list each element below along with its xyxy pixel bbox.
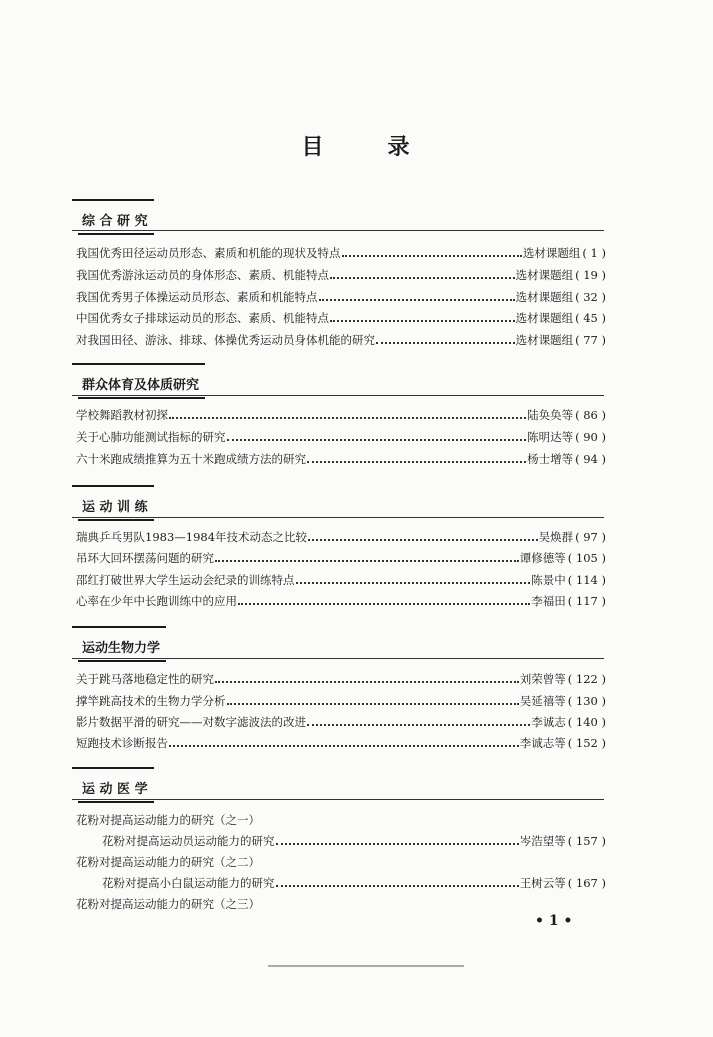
series-heading: 花粉对提高运动能力的研究（之三） [76, 897, 260, 911]
entry-title: 关于跳马落地稳定性的研究 [76, 672, 214, 686]
leader-dots [330, 320, 515, 322]
entry-title: 六十米跑成绩推算为五十米跑成绩方法的研究 [76, 452, 306, 466]
toc-entry [76, 406, 606, 424]
entry-author: 王树云等 [519, 876, 566, 890]
leader-dots [215, 560, 519, 562]
entry-page: ( 1 ) [582, 246, 606, 260]
section-heading-biomechanics: 运动生物力学 [78, 635, 166, 662]
entry-title: 关于心肺功能测试指标的研究 [76, 430, 226, 444]
entry-page: ( 86 ) [575, 408, 606, 422]
entry-title: 短跑技术诊断报告 [76, 736, 168, 750]
entry-author: 岑浩望等 [519, 834, 566, 848]
leader-dots [376, 342, 515, 344]
entry-title: 我国优秀田径运动员形态、素质和机能的现状及特点 [76, 246, 341, 260]
leader-dots [227, 439, 527, 441]
toc-entry [76, 734, 606, 752]
entry-page: ( 32 ) [575, 290, 606, 304]
entry-author: 选材课题组 [515, 268, 574, 282]
toc-entry [76, 670, 606, 688]
entry-author: 陈明达等 [527, 430, 574, 444]
entry-author: 李福田 [531, 594, 566, 608]
toc-entry [76, 244, 606, 262]
entry-page: ( 77 ) [575, 333, 606, 347]
leader-dots [227, 703, 519, 705]
series-heading: 花粉对提高运动能力的研究（之二） [76, 855, 260, 869]
section-heading-mass-sports: 群众体育及体质研究 [78, 372, 205, 399]
leader-dots [169, 417, 526, 419]
entry-title: 邵红打破世界大学生运动会纪录的训练特点 [76, 573, 295, 587]
entry-author: 选材课题组 [515, 333, 574, 347]
entry-title: 瑞典乒乓男队1983—1984年技术动态之比较 [76, 530, 308, 544]
entry-page: ( 94 ) [575, 452, 606, 466]
section-divider [72, 395, 604, 396]
entry-author: 李诚志等 [519, 736, 566, 750]
toc-entry [76, 288, 606, 306]
leader-dots [319, 299, 515, 301]
section-heading-training: 运 动 训 练 [78, 494, 154, 521]
entry-page: ( 45 ) [575, 311, 606, 325]
entry-title: 学校舞蹈教材初探 [76, 408, 168, 422]
leader-dots [276, 843, 519, 845]
entry-title: 撑竿跳高技术的生物力学分析 [76, 694, 226, 708]
entry-title: 影片数据平滑的研究——对数字滤波法的改进 [76, 715, 306, 729]
title-char-1: 目 [301, 134, 326, 160]
entry-page: ( 19 ) [575, 268, 606, 282]
entry-title: 我国优秀男子体操运动员形态、素质和机能特点 [76, 290, 318, 304]
entry-author: 选材课题组 [522, 246, 581, 260]
entry-author: 吴延禧等 [519, 694, 566, 708]
entry-title: 我国优秀游泳运动员的身体形态、素质、机能特点 [76, 268, 329, 282]
toc-entry [76, 331, 606, 349]
entry-page: ( 167 ) [567, 876, 606, 890]
title-char-2: 录 [387, 134, 412, 160]
toc-entry [102, 874, 606, 892]
leader-dots [307, 461, 526, 463]
entry-page: ( 152 ) [567, 736, 606, 750]
entry-author: 选材课题组 [515, 311, 574, 325]
entry-author: 刘荣曾等 [519, 672, 566, 686]
toc-entry [76, 266, 606, 284]
toc-entry [76, 549, 606, 567]
entry-author: 陈景中 [531, 573, 566, 587]
entry-title: 花粉对提高运动员运动能力的研究 [102, 834, 275, 848]
entry-title: 心率在少年中长跑训练中的应用 [76, 594, 237, 608]
entry-author: 陆奂奂等 [527, 408, 574, 422]
leader-dots [307, 724, 530, 726]
leader-dots [169, 745, 519, 747]
series-heading: 花粉对提高运动能力的研究（之一） [76, 813, 260, 827]
section-divider [72, 799, 604, 800]
toc-entry [76, 713, 606, 731]
entry-title: 对我国田径、游泳、排球、体操优秀运动员身体机能的研究 [76, 333, 375, 347]
leader-dots [330, 277, 515, 279]
leader-dots [342, 255, 522, 257]
page-title [0, 130, 713, 161]
toc-entry [102, 832, 606, 850]
toc-entry [76, 428, 606, 446]
entry-author: 吴焕群 [538, 530, 574, 544]
entry-page: ( 130 ) [567, 694, 606, 708]
entry-page: ( 90 ) [575, 430, 606, 444]
leader-dots [215, 681, 519, 683]
entry-page: ( 157 ) [567, 834, 606, 848]
entry-author: 选材课题组 [515, 290, 574, 304]
leader-dots [276, 885, 519, 887]
leader-dots [238, 603, 530, 605]
toc-entry [76, 528, 606, 546]
section-divider [72, 517, 604, 518]
entry-page: ( 114 ) [567, 573, 606, 587]
toc-entry [76, 692, 606, 710]
entry-page: ( 140 ) [567, 715, 606, 729]
page-number: • 1 • [535, 913, 573, 929]
leader-dots [296, 582, 531, 584]
entry-page: ( 122 ) [567, 672, 606, 686]
section-divider [72, 658, 604, 659]
entry-title: 吊环大回环摆荡问题的研究 [76, 551, 214, 565]
entry-page: ( 117 ) [567, 594, 606, 608]
entry-page: ( 105 ) [567, 551, 606, 565]
toc-entry [76, 592, 606, 610]
entry-page: ( 97 ) [575, 530, 606, 544]
section-heading-comprehensive: 综 合 研 究 [78, 208, 154, 235]
entry-author: 杨士增等 [527, 452, 574, 466]
section-divider [72, 230, 604, 231]
scan-artifact-line [268, 965, 464, 967]
toc-entry [76, 450, 606, 468]
entry-author: 李诚志 [531, 715, 566, 729]
section-heading-sports-medicine: 运 动 医 学 [78, 776, 154, 803]
toc-entry [76, 309, 606, 327]
leader-dots [308, 539, 538, 541]
entry-author: 谭修德等 [519, 551, 566, 565]
entry-title: 花粉对提高小白鼠运动能力的研究 [102, 876, 275, 890]
entry-title: 中国优秀女子排球运动员的形态、素质、机能特点 [76, 311, 329, 325]
toc-entry [76, 571, 606, 589]
